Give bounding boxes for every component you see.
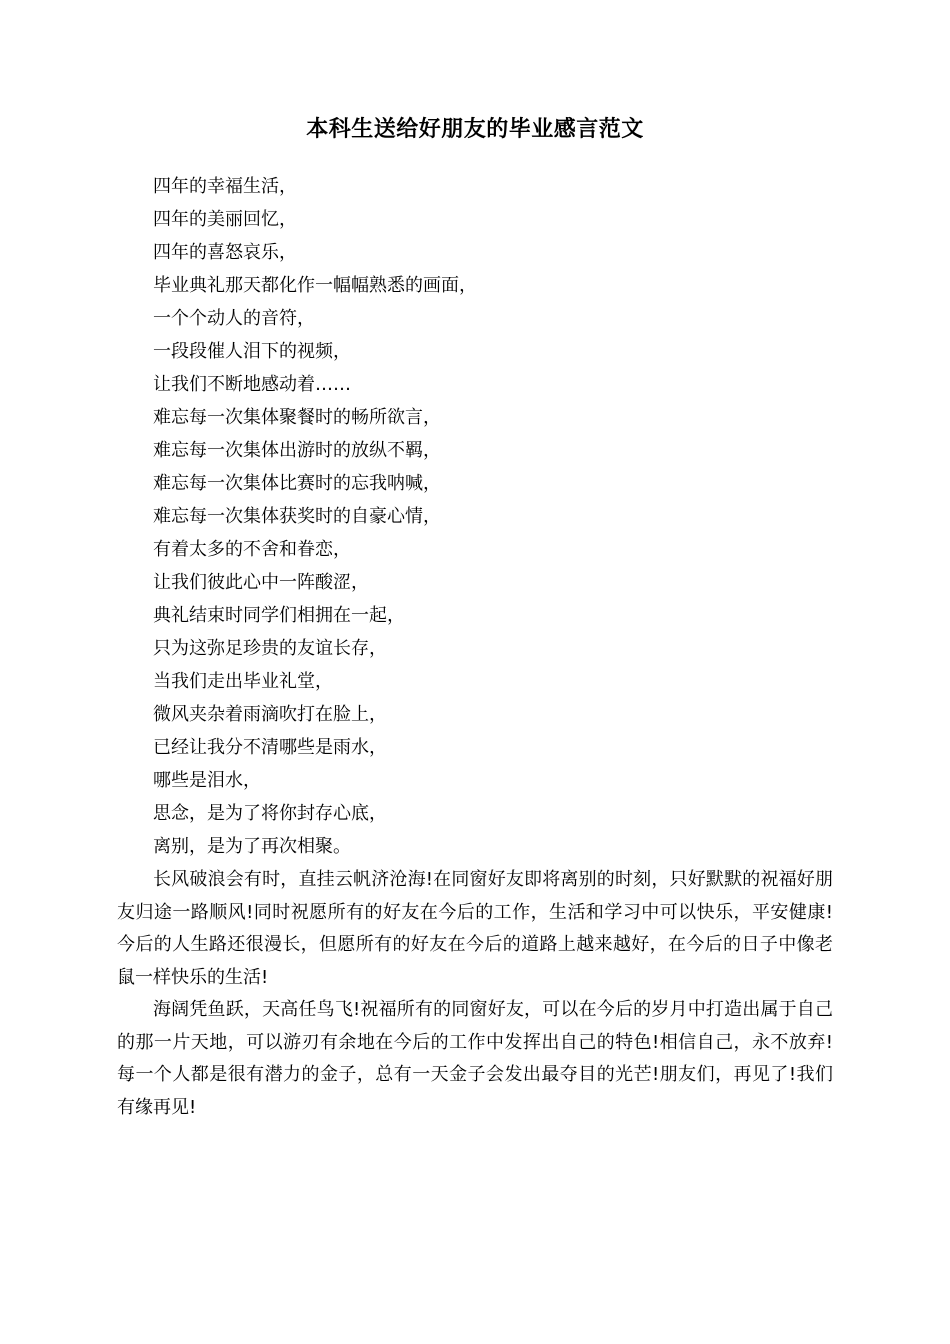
poem-line: 思念，是为了将你封存心底， — [153, 803, 387, 824]
poem-line: 只为这弥足珍贵的友谊长存， — [153, 638, 387, 659]
poem-line: 当我们走出毕业礼堂， — [153, 671, 333, 692]
poem-line: 难忘每一次集体获奖时的自豪心情， — [153, 506, 441, 527]
poem-line: 一个个动人的音符， — [153, 308, 315, 329]
poem-line: 哪些是泪水， — [153, 770, 261, 791]
poem-line: 难忘每一次集体聚餐时的畅所欲言， — [153, 407, 441, 428]
document-title: 本科生送给好朋友的毕业感言范文 — [306, 117, 644, 142]
poem-line: 难忘每一次集体出游时的放纵不羁， — [153, 440, 441, 461]
body-paragraphs — [117, 864, 833, 1124]
poem-line: 四年的幸福生活， — [153, 176, 297, 197]
poem-line: 微风夹杂着雨滴吹打在脸上， — [153, 704, 387, 725]
paragraph: 海阔凭鱼跃，天高任鸟飞!祝福所有的同窗好友，可以在今后的岁月中打造出属于自己的那一片天地，可以游刃有余地在今后的工作中发挥出自己的特色!相信自己，永不放弃!每一个人都是很有潜力的金子，总有一天金子会发出最夺目的光芒!朋友们，再见了!我们有缘再见! — [117, 999, 833, 1118]
poem-line: 四年的美丽回忆， — [153, 209, 297, 230]
poem-line: 离别，是为了再次相聚。 — [153, 836, 351, 857]
poem-line: 毕业典礼那天都化作一幅幅熟悉的画面， — [153, 275, 477, 296]
poem-line: 典礼结束时同学们相拥在一起， — [153, 605, 405, 626]
poem-line: 让我们彼此心中一阵酸涩， — [153, 572, 369, 593]
poem-block — [153, 170, 853, 863]
paragraph: 长风破浪会有时，直挂云帆济沧海!在同窗好友即将离别的时刻，只好默默的祝福好朋友归途一路顺风!同时祝愿所有的好友在今后的工作，生活和学习中可以快乐，平安健康!今后的人生路还很漫长，但愿所有的好友在今后的道路上越来越好，在今后的日子中像老鼠一样快乐的生活! — [117, 869, 833, 988]
poem-line: 有着太多的不舍和眷恋， — [153, 539, 351, 560]
poem-line: 四年的喜怒哀乐， — [153, 242, 297, 263]
poem-line: 难忘每一次集体比赛时的忘我呐喊， — [153, 473, 441, 494]
poem-line: 让我们不断地感动着…… — [153, 374, 351, 395]
poem-line: 一段段催人泪下的视频， — [153, 341, 351, 362]
poem-line: 已经让我分不清哪些是雨水， — [153, 737, 387, 758]
